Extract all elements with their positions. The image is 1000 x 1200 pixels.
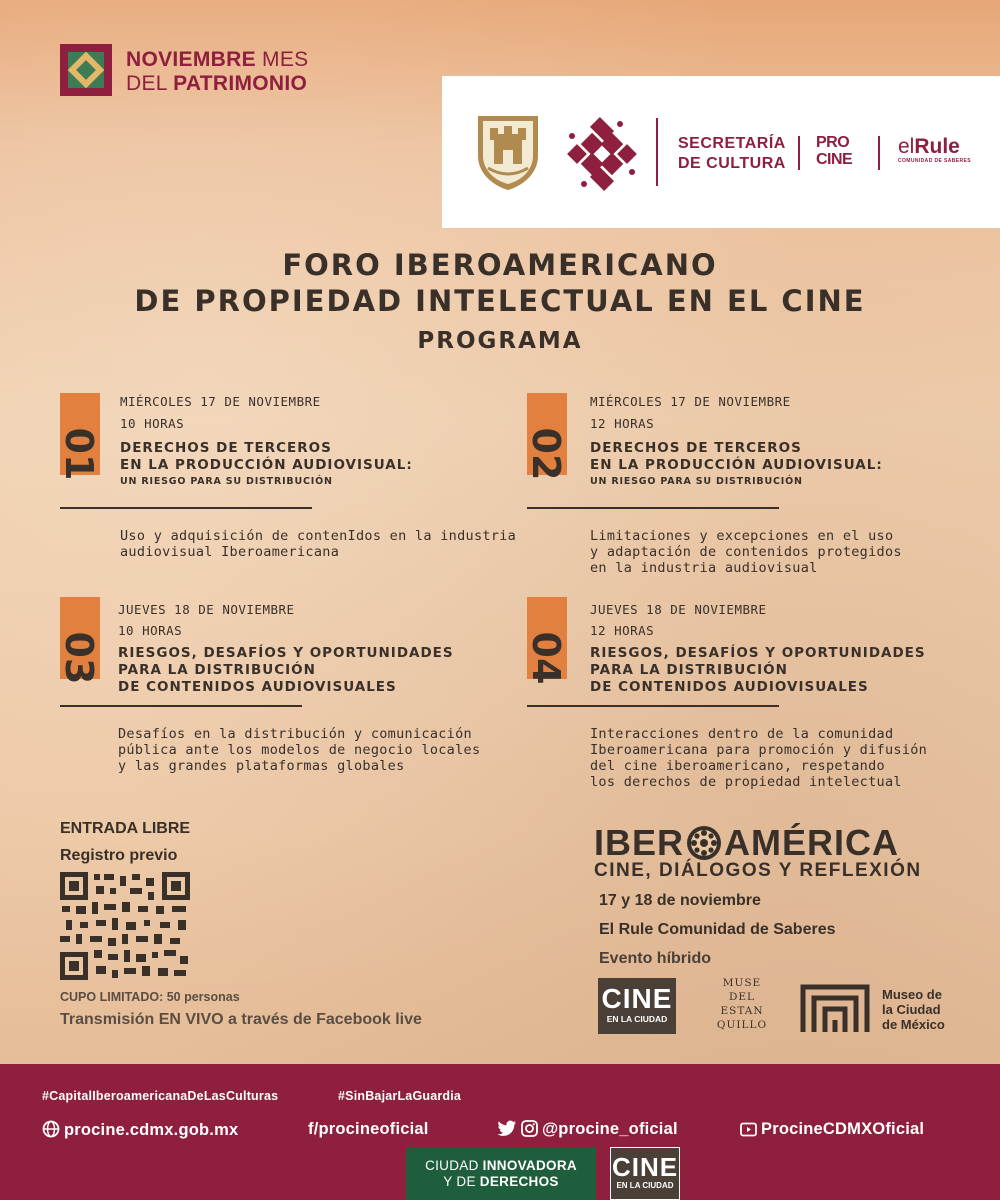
session-title-line: DE CONTENIDOS AUDIOVISUALES <box>590 679 869 695</box>
session-subtitle: UN RIESGO PARA SU DISTRIBUCIÓN <box>590 476 803 487</box>
entrada-libre-label: ENTRADA LIBRE <box>60 820 191 837</box>
twitter-icon <box>497 1120 517 1137</box>
session-description-line: Limitaciones y excepciones en el uso <box>590 528 894 544</box>
session-description-line: Interacciones dentro de la comunidad <box>590 726 894 742</box>
elrule-prefix: el <box>898 135 915 158</box>
secretaria-cultura-logo <box>678 134 786 174</box>
secretaria-line1: SECRETARÍA <box>678 135 786 152</box>
session-divider <box>60 507 312 509</box>
session-date: JUEVES 18 DE NOVIEMBRE <box>118 602 295 617</box>
session-time: 12 HORAS <box>590 623 655 638</box>
session-title-line: PARA LA DISTRIBUCIÓN <box>118 662 316 678</box>
session-date: MIÉRCOLES 17 DE NOVIEMBRE <box>120 394 321 409</box>
session-title-line: PARA LA DISTRIBUCIÓN <box>590 662 788 678</box>
museo-estanquillo-logo <box>710 976 774 1036</box>
session-description-line: y las grandes plataformas globales <box>118 758 405 774</box>
session-number-tab <box>524 597 568 685</box>
museo-cdmx-line: la Ciudad <box>882 1002 941 1017</box>
session-number: 03 <box>57 631 101 685</box>
globe-icon <box>42 1120 60 1138</box>
session-title-line: EN LA PRODUCCIÓN AUDIOVISUAL: <box>120 457 413 473</box>
hashtag-capital[interactable]: #CapitalIberoamericanaDeLasCulturas <box>42 1089 279 1103</box>
session-title-line: DERECHOS DE TERCEROS <box>120 440 332 456</box>
museo-ciudad-mexico-logo <box>882 987 945 1032</box>
session-number: 04 <box>524 631 568 685</box>
event-venue: El Rule Comunidad de Saberes <box>599 921 836 938</box>
patrimonio-logo-icon <box>60 44 112 96</box>
sponsor-logo-panel <box>442 76 1000 228</box>
iberoamerica-subtitle: CINE, DIÁLOGOS Y REFLEXIÓN <box>594 860 922 881</box>
session-title-line: DERECHOS DE TERCEROS <box>590 440 802 456</box>
logo-divider <box>798 136 800 170</box>
session-description <box>590 528 902 576</box>
logo-divider <box>656 118 658 186</box>
social-handle-text: @procine_oficial <box>542 1120 678 1138</box>
cine-logo-small: EN LA CIUDAD <box>616 1181 674 1190</box>
session-number: 01 <box>57 427 101 481</box>
session-title-line: DE CONTENIDOS AUDIOVISUALES <box>118 679 397 695</box>
logo-divider <box>878 136 880 170</box>
forum-title-line1: FORO IBEROAMERICANO <box>282 248 718 282</box>
session-description-line: audiovisual Iberoamericana <box>120 544 340 560</box>
session-title <box>118 645 454 696</box>
session-number: 02 <box>524 427 568 481</box>
session-subtitle: UN RIESGO PARA SU DISTRIBUCIÓN <box>120 476 333 487</box>
secretaria-line2: DE CULTURA <box>678 155 786 172</box>
instagram-icon <box>521 1120 538 1137</box>
session-description <box>590 726 927 790</box>
museo-cdmx-line: Museo de <box>882 987 942 1002</box>
session-description-line: en la industria audiovisual <box>590 560 818 576</box>
transmision-note: Transmisión EN VIVO a través de Facebook live <box>60 1011 422 1028</box>
forum-title-line2: DE PROPIEDAD INTELECTUAL EN EL CINE <box>134 284 866 318</box>
youtube-icon <box>740 1122 757 1137</box>
youtube-text: ProcineCDMXOficial <box>761 1120 925 1138</box>
session-description-line: y adaptación de contenidos protegidos <box>590 544 902 560</box>
session-description-line: Desafíos en la distribución y comunicación <box>118 726 472 742</box>
patrimonio-word-mes: MES <box>255 48 309 71</box>
session-divider <box>60 705 302 707</box>
footer-cine-en-la-ciudad-logo <box>610 1147 680 1200</box>
session-divider <box>527 507 779 509</box>
cdmx-shield-icon <box>474 112 542 192</box>
estanquillo-line: MUSE <box>722 977 762 989</box>
ibero-right-text: AMÉRICA <box>724 822 900 863</box>
procine-line2: CINE <box>816 151 853 168</box>
session-description <box>120 528 516 560</box>
procine-line1: PRO <box>816 134 850 151</box>
session-description <box>118 726 480 774</box>
registration-qr-code[interactable] <box>60 872 190 980</box>
youtube-link[interactable] <box>740 1120 924 1139</box>
session-number-tab <box>57 597 101 685</box>
cine-logo-small: EN LA CIUDAD <box>606 1014 668 1024</box>
estanquillo-line: ESTAN <box>720 1005 764 1017</box>
session-description-line: Uso y adquisición de contenIdos en la industria <box>120 528 517 544</box>
session-divider <box>527 705 779 707</box>
iberoamerica-title <box>594 822 899 864</box>
session-title <box>120 440 413 474</box>
cine-logo-big: CINE <box>611 1152 679 1182</box>
patrimonio-word-patrimonio: PATRIMONIO <box>173 72 308 95</box>
museo-ciudad-mexico-icon <box>800 984 870 1034</box>
session-description-line: los derechos de propiedad intelectual <box>590 774 902 790</box>
ciudad-text-bold: INNOVADORA <box>482 1158 577 1173</box>
session-number-tab <box>524 393 568 481</box>
session-description-line: Iberoamericana para promoción y difusión <box>590 742 928 758</box>
session-title-line: RIESGOS, DESAFÍOS Y OPORTUNIDADES <box>590 645 926 661</box>
elrule-tagline: COMUNIDAD DE SABERES <box>898 158 972 164</box>
ibero-left-text: IBER <box>594 822 685 863</box>
website-link[interactable] <box>42 1120 238 1140</box>
ciudad-innovadora-logo <box>406 1147 596 1200</box>
session-time: 10 HORAS <box>118 623 183 638</box>
session-date: MIÉRCOLES 17 DE NOVIEMBRE <box>590 394 791 409</box>
session-date: JUEVES 18 DE NOVIEMBRE <box>590 602 767 617</box>
ciudad-text: CIUDAD <box>425 1158 483 1173</box>
social-handle-link[interactable] <box>497 1120 678 1139</box>
museo-cdmx-line: de México <box>882 1017 945 1032</box>
facebook-link[interactable]: f/procineoficial <box>308 1120 429 1138</box>
event-dates: 17 y 18 de noviembre <box>599 892 761 909</box>
rosette-icon <box>686 825 722 861</box>
ciudad-text-bold: DERECHOS <box>479 1174 559 1189</box>
cine-en-la-ciudad-logo <box>598 978 676 1034</box>
session-title-line: EN LA PRODUCCIÓN AUDIOVISUAL: <box>590 457 883 473</box>
estanquillo-line: QUILLO <box>716 1019 768 1031</box>
procine-logo <box>816 134 852 168</box>
session-time: 12 HORAS <box>590 416 655 431</box>
cine-logo-big: CINE <box>601 983 673 1014</box>
elrule-logo <box>898 136 971 164</box>
session-title-line: RIESGOS, DESAFÍOS Y OPORTUNIDADES <box>118 645 454 661</box>
cdmx-brand-icon <box>564 116 640 192</box>
session-time: 10 HORAS <box>120 416 185 431</box>
patrimonio-word-del: DEL <box>126 72 174 95</box>
program-heading: PROGRAMA <box>417 328 583 354</box>
estanquillo-line: DEL <box>728 991 756 1003</box>
session-title <box>590 645 926 696</box>
registro-previo-label: Registro previo <box>60 847 178 864</box>
patrimonio-word-noviembre: NOVIEMBRE <box>126 48 256 71</box>
event-mode: Evento híbrido <box>599 950 711 967</box>
session-description-line: del cine iberoamericano, respetando <box>590 758 885 774</box>
ciudad-text: Y DE <box>443 1174 480 1189</box>
hashtag-sinbajar[interactable]: #SinBajarLaGuardia <box>338 1089 462 1103</box>
cupo-limitado-note: CUPO LIMITADO: 50 personas <box>60 990 240 1004</box>
website-text: procine.cdmx.gob.mx <box>64 1121 239 1139</box>
patrimonio-heading <box>126 48 308 96</box>
session-title <box>590 440 883 474</box>
session-number-tab <box>57 393 101 481</box>
session-description-line: pública ante los modelos de negocio locales <box>118 742 481 758</box>
elrule-name: Rule <box>914 135 960 158</box>
